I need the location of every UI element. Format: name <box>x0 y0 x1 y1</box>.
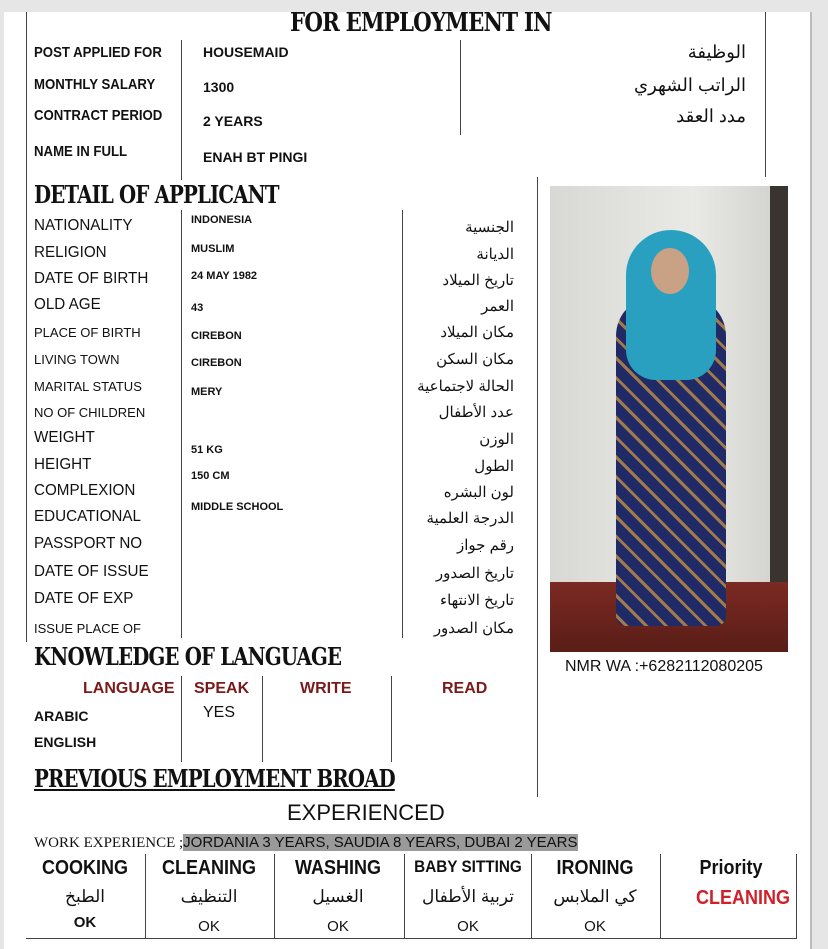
language-arabic: ARABIC <box>34 708 89 724</box>
skill-status: OK <box>73 914 97 931</box>
skill-arabic: الطبخ <box>65 887 105 906</box>
priority-value: CLEANING <box>696 887 791 909</box>
detail-label: DATE OF ISSUE <box>34 563 149 580</box>
skill-arabic: تربية الأطفال <box>422 887 514 906</box>
detail-label: DATE OF EXP <box>34 590 134 607</box>
skill-name: COOKING <box>41 857 129 879</box>
detail-label: COMPLEXION <box>34 482 136 499</box>
arabic-speak: YES <box>203 704 236 721</box>
skill-arabic: كي الملابس <box>553 887 637 906</box>
skill-name: IRONING <box>556 857 634 879</box>
detail-arabic: الطول <box>474 458 514 475</box>
detail-label: OLD AGE <box>34 296 101 313</box>
form-title: FOR EMPLOYMENT IN <box>290 8 552 38</box>
post-label: POST APPLIED FOR <box>34 44 162 61</box>
detail-value: 150 CM <box>191 470 230 482</box>
detail-value: 51 KG <box>191 444 223 456</box>
previous-heading: PREVIOUS EMPLOYMENT BROAD <box>34 764 395 793</box>
skill-arabic: الغسيل <box>312 887 364 906</box>
detail-label: ISSUE PLACE OF <box>34 621 141 636</box>
detail-value: MERY <box>191 386 223 398</box>
post-arabic: الوظيفة <box>687 42 746 62</box>
detail-arabic: تاريخ الانتهاء <box>440 592 514 609</box>
name-label: NAME IN FULL <box>34 143 128 160</box>
detail-value: MIDDLE SCHOOL <box>191 501 284 513</box>
salary-arabic: الراتب الشهري <box>634 75 746 95</box>
detail-label: PASSPORT NO <box>34 535 143 552</box>
detail-arabic: مكان الصدور <box>433 620 514 637</box>
detail-value: 43 <box>191 302 204 314</box>
detail-label: RELIGION <box>34 244 107 261</box>
read-header: READ <box>442 680 488 697</box>
detail-label: WEIGHT <box>34 429 95 446</box>
detail-value: CIREBON <box>191 330 242 342</box>
contract-label: CONTRACT PERIOD <box>34 107 163 124</box>
salary-value: 1300 <box>203 79 235 95</box>
skill-status: OK <box>198 918 220 935</box>
skill-arabic: التنظيف <box>180 887 238 906</box>
detail-arabic: مكان الميلاد <box>440 324 514 341</box>
contact-number: NMR WA :+6282112080205 <box>565 658 763 675</box>
work-experience-label: WORK EXPERIENCE ; <box>34 835 184 851</box>
detail-arabic: الجنسية <box>465 219 514 236</box>
skill-name: WASHING <box>294 857 382 879</box>
skill-status: OK <box>457 918 479 935</box>
skill-name: CLEANING <box>161 857 256 879</box>
salary-label: MONTHLY SALARY <box>34 76 156 93</box>
detail-arabic: الديانة <box>476 246 514 263</box>
detail-value: INDONESIA <box>191 214 253 226</box>
detail-label: PLACE OF BIRTH <box>34 325 141 340</box>
detail-arabic: رقم جواز <box>457 537 514 554</box>
detail-arabic: الحالة لاجتماعية <box>417 378 514 395</box>
detail-arabic: عدد الأطفال <box>438 404 514 421</box>
detail-arabic: الدرجة العلمية <box>426 510 514 527</box>
detail-label: MARITAL STATUS <box>34 379 142 394</box>
detail-label: DATE OF BIRTH <box>34 270 149 287</box>
detail-arabic: العمر <box>481 298 514 315</box>
detail-arabic: تاريخ الصدور <box>435 565 514 582</box>
detail-arabic: الوزن <box>479 431 514 448</box>
applicant-photo <box>550 186 788 652</box>
contract-arabic: مدد العقد <box>676 106 746 126</box>
post-value: HOUSEMAID <box>203 44 289 60</box>
detail-arabic: تاريخ الميلاد <box>442 272 514 289</box>
detail-label: EDUCATIONAL <box>34 508 141 525</box>
work-experience-value: JORDANIA 3 YEARS, SAUDIA 8 YEARS, DUBAI 2 YEARS <box>183 834 578 851</box>
priority-label: Priority <box>699 857 763 879</box>
work-experience <box>34 834 578 852</box>
language-english: ENGLISH <box>34 734 97 750</box>
skill-status: OK <box>584 918 606 935</box>
language-header: LANGUAGE <box>83 680 175 697</box>
detail-label: NATIONALITY <box>34 217 133 234</box>
name-value: ENAH BT PINGI <box>203 149 308 165</box>
skill-name: BABY SITTING <box>414 857 522 876</box>
detail-label: LIVING TOWN <box>34 352 120 367</box>
detail-heading: DETAIL OF APPLICANT <box>34 180 279 209</box>
write-header: WRITE <box>300 680 352 697</box>
contract-value: 2 YEARS <box>203 113 263 129</box>
detail-value: CIREBON <box>191 357 242 369</box>
detail-label: HEIGHT <box>34 456 92 473</box>
skill-status: OK <box>327 918 349 935</box>
language-heading: KNOWLEDGE OF LANGUAGE <box>34 642 342 671</box>
detail-value: 24 MAY 1982 <box>191 270 258 282</box>
experienced-label: EXPERIENCED <box>287 800 445 825</box>
application-form <box>4 8 812 949</box>
detail-value: MUSLIM <box>191 243 235 255</box>
detail-label: NO OF CHILDREN <box>34 405 146 420</box>
detail-arabic: مكان السكن <box>436 351 514 368</box>
detail-arabic: لون البشره <box>443 484 514 501</box>
speak-header: SPEAK <box>194 680 250 697</box>
